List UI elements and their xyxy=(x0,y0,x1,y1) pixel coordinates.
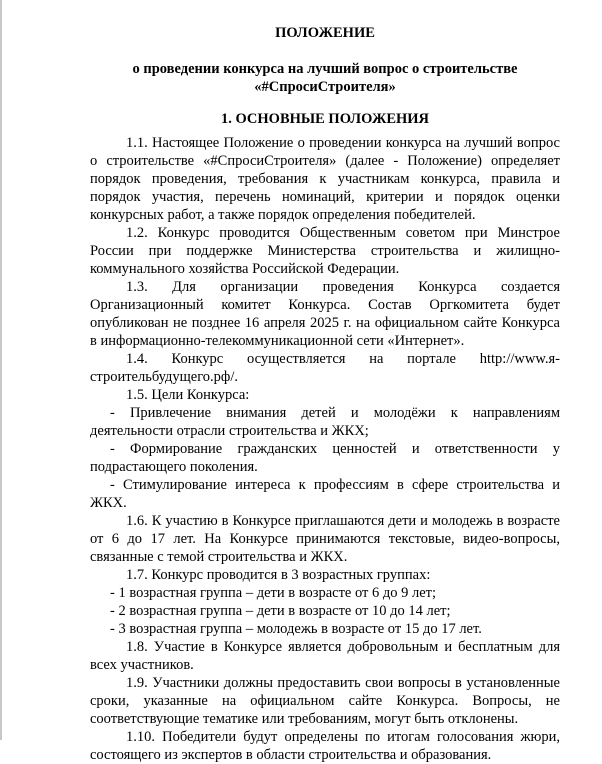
goal-item: - Привлечение внимания детей и молодёжи к направлениям деятельности отрасли строительства и ЖКХ; xyxy=(90,405,560,439)
section-heading: 1. ОСНОВНЫЕ ПОЛОЖЕНИЯ xyxy=(220,111,430,127)
paragraph-1-7: 1.7. Конкурс проводится в 3 возрастных группах: xyxy=(126,567,431,583)
paragraph-1-5: 1.5. Цели Конкурса: xyxy=(126,387,250,403)
age-group-item: - 2 возрастная группа – дети в возрасте от 10 до 14 лет; xyxy=(110,603,451,619)
paragraph-1-2: 1.2. Конкурс проводится Общественным советом при Минстрое России при поддержке Министерства строительства и жилищно-коммунального хозяйства Российской Федерации. xyxy=(90,225,560,277)
paragraph-1-8: 1.8. Участие в Конкурсе является добровольным и бесплатным для всех участников. xyxy=(90,639,560,673)
goal-item: - Формирование гражданских ценностей и ответственности у подрастающего поколения. xyxy=(90,441,560,475)
document-body xyxy=(90,134,560,764)
paragraph-1-10: 1.10. Победители будут определены по итогам голосования жюри, состоящего из экспертов в области строительства и образования. xyxy=(90,729,560,763)
age-group-item: - 1 возрастная группа – дети в возрасте от 6 до 9 лет; xyxy=(110,585,437,601)
paragraph-1-9: 1.9. Участники должны предоставить свои вопросы в установленные сроки, указанные на официальном сайте Конкурса. Вопросы, не соответствующие тематике или требованиям, могут быть отклонены. xyxy=(90,675,560,727)
paragraph-1-4: 1.4. Конкурс осуществляется на портале http://www.я-строительбудущего.рф/. xyxy=(90,351,560,385)
subtitle-line-2: «#СпросиСтроителя» xyxy=(254,79,396,95)
document-title: ПОЛОЖЕНИЕ xyxy=(275,25,375,41)
age-group-item: - 3 возрастная группа – молодежь в возрасте от 15 до 17 лет. xyxy=(110,621,482,637)
paragraph-1-1: 1.1. Настоящее Положение о проведении конкурса на лучший вопрос о строительстве «#СпросиСтроителя» (далее - Положение) определяет порядок проведения, требования к участникам конкурса, правила и порядок участия, перечень номинаций, критерии и порядок оценки конкурсных работ, а также порядок определения победителей. xyxy=(90,135,560,223)
paragraph-1-6: 1.6. К участию в Конкурсе приглашаются дети и молодежь в возрасте от 6 до 17 лет. На Конкурсе принимаются текстовые, видео-вопросы, связанные с темой строительства и ЖКХ. xyxy=(90,513,560,565)
goal-item: - Стимулирование интереса к профессиям в сфере строительства и ЖКХ. xyxy=(90,477,560,511)
paragraph-1-3: 1.3. Для организации проведения Конкурса создается Организационный комитет Конкурса. Состав Оргкомитета будет опубликован не позднее 16 апреля 2025 г. на официальном сайте Конкурса в информационно-телекоммуникационной сети «Интернет». xyxy=(90,279,560,349)
subtitle-line-1: о проведении конкурса на лучший вопрос о строительстве xyxy=(132,61,518,77)
document-subtitle xyxy=(90,60,560,96)
